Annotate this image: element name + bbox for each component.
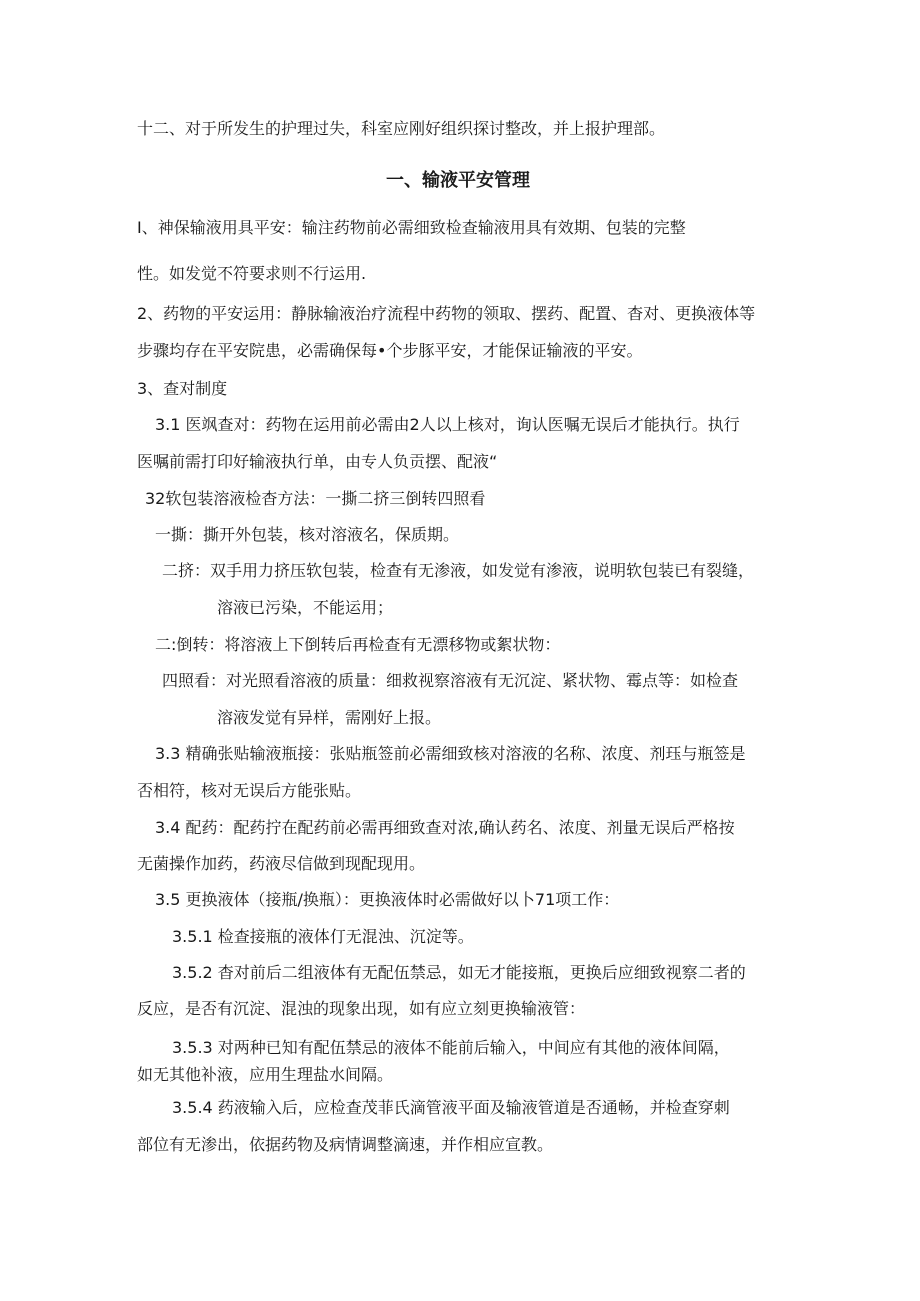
paragraph-line: 医嘱前需打印好输液执行单，由专人负贡摆、配液“ [137, 452, 498, 471]
section-heading: 一、输液平安管理 [386, 170, 530, 191]
paragraph-line: 二挤：双手用力挤压软包装，检查有无渗液，如发觉有渗液，说明软包装已有裂缝， [162, 561, 755, 580]
paragraph-line: 二:倒转：将溶液上下倒转后再检查有无漂移物或絮状物： [155, 635, 561, 654]
paragraph-line: 3.5.3 对两种已知有配伍禁忌的液体不能前后输入，中间应有其他的液体间隔， [172, 1038, 730, 1057]
paragraph-line: 溶液发觉有异样，需刚好上报。 [217, 708, 442, 727]
paragraph-line: 3.5.2 杳对前后二组液体有无配伍禁忌，如无才能接瓶，更换后应细致视察二者的 [172, 963, 746, 982]
paragraph-line: I、神保输液用具平安：输注药物前必需细致检查输液用具有效期、包装的完整 [137, 218, 686, 237]
paragraph-line: 3、查对制度 [137, 379, 228, 398]
paragraph-line: 性。如发觉不符要求则不行运用. [137, 264, 367, 283]
paragraph-line: 32软包装溶液检杳方法：一撕二挤三倒转四照看 [145, 489, 486, 508]
paragraph-line: 部位有无渗出，依据药物及病情调整滴速，并作相应宣教。 [137, 1135, 554, 1154]
paragraph-line: 无菌操作加药，药液尽信做到现配现用。 [137, 854, 426, 873]
paragraph-line: 步骤均存在平安院患，必需确保每•个步豚平安，才能保证输液的平安。 [137, 341, 643, 360]
paragraph-line: 3.5 更换液体（接瓶/换瓶）：更换液体时必需做好以卜71项工作： [155, 890, 620, 909]
paragraph-line: 3.1 医飒查对：药物在运用前必需由2人以上核对，询认医嘱无误后才能执行。执行 [155, 415, 740, 434]
paragraph-line: 反应，是否有沉淀、混浊的现象出现，如有应立刻更换输液管： [137, 999, 586, 1018]
paragraph-line: 溶液已污染，不能运用； [217, 598, 394, 617]
paragraph-line: 3.3 精确张贴输液瓶接：张贴瓶签前必需细致核对溶液的名称、浓度、剂珏与瓶签是 [155, 744, 746, 763]
paragraph-line: 3.5.1 检查接瓶的液体仃无混浊、沉淀等。 [172, 927, 474, 946]
paragraph-line: 3.5.4 药液输入后，应检查茂菲氏滴管液平面及输液管道是否通畅，并检查穿刺 [172, 1098, 730, 1117]
paragraph-line: 2、药物的平安运用：静脉输液治疗流程中药物的领取、摆药、配置、杳对、更换液体等 [137, 304, 756, 323]
paragraph-line: 四照看：对光照看溶液的质量：细救视察溶液有无沉淀、紧状物、霉点等：如检查 [162, 671, 739, 690]
paragraph-line: 一撕：撕开外包装，核对溶液名，保质期。 [155, 525, 460, 544]
paragraph-line: 如无其他补液，应用生理盐水间隔。 [137, 1065, 394, 1084]
paragraph-line: 十二、对于所发生的护理过失，科室应刚好组织探讨整改，并上报护理部。 [137, 119, 666, 138]
paragraph-line: 3.4 配药：配药拧在配药前必需再细致查对浓,确认药名、浓度、剂量无误后严格按 [155, 818, 735, 837]
paragraph-line: 否相符，核对无误后方能张贴。 [137, 781, 362, 800]
